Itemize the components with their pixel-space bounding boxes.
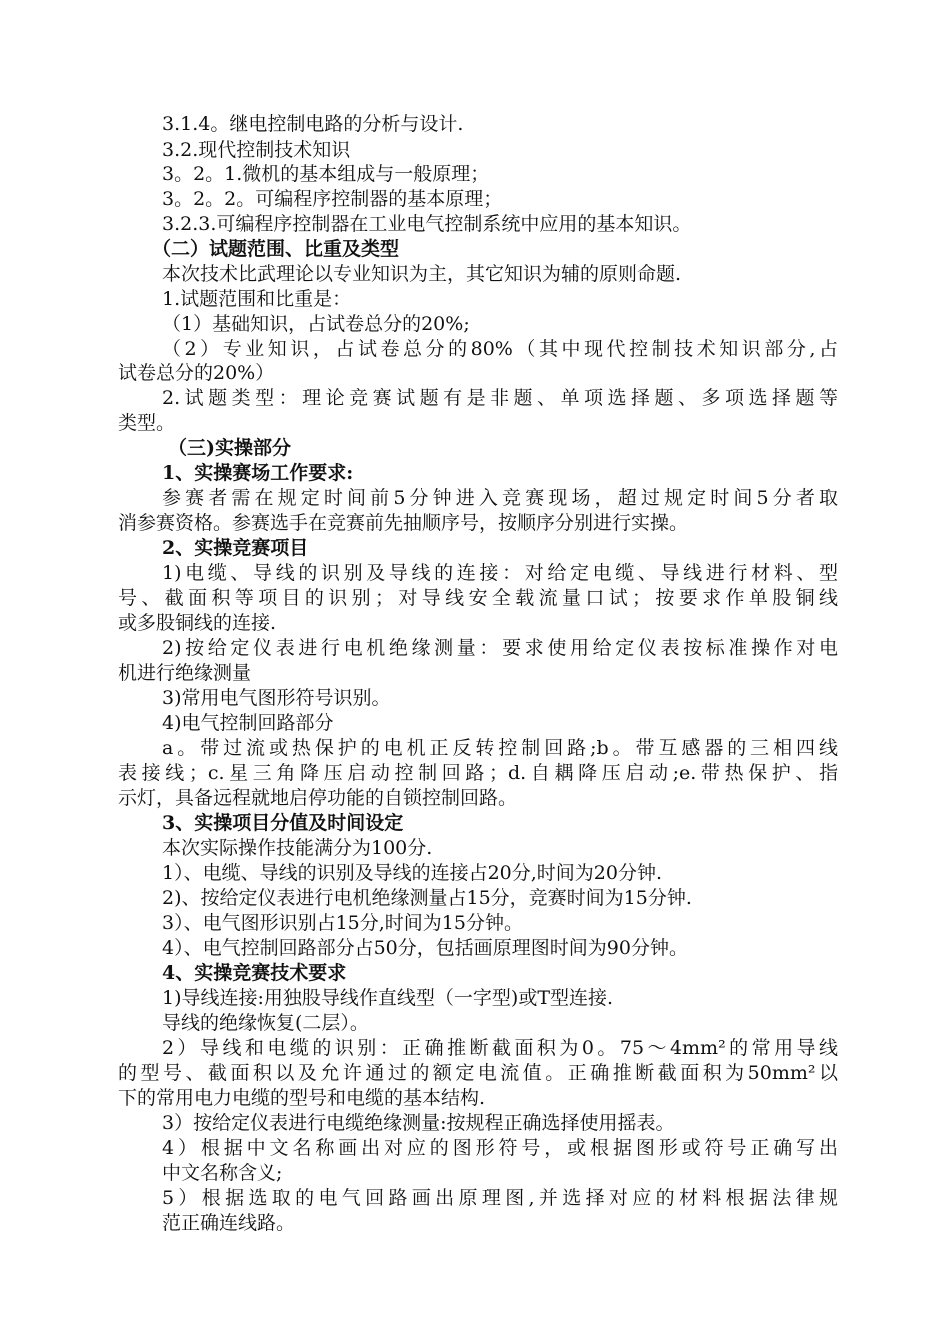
text-line: 下的常用电力电缆的型号和电缆的基本结构.	[118, 1087, 486, 1109]
section-heading: （三)实操部分	[168, 437, 291, 459]
text-line: 1）、电缆、导线的识别及导线的连接占20分,时间为20分钟.	[162, 862, 663, 884]
text-line: 3.1.4。继电控制电路的分析与设计.	[162, 113, 464, 135]
text-line: 4）根据中文名称画出对应的图形符号，或根据图形或符号正确写出	[162, 1137, 838, 1159]
text-line: 消参赛资格。参赛选手在竞赛前先抽顺序号，按顺序分别进行实操。	[118, 512, 689, 534]
text-line: 2)、按给定仪表进行电机绝缘测量占15分，竞赛时间为15分钟.	[162, 887, 692, 909]
text-line: 本次技术比武理论以专业知识为主，其它知识为辅的原则命题.	[162, 263, 682, 285]
text-line: 1.试题范围和比重是：	[162, 288, 352, 310]
text-line: 1)导线连接:用独股导线作直线型（一字型)或T型连接.	[162, 987, 614, 1009]
text-line: 4)电气控制回路部分	[162, 712, 334, 734]
text-line: 或多股铜线的连接.	[118, 612, 277, 634]
text-line: 3.2.现代控制技术知识	[162, 139, 351, 161]
text-line: （1）基础知识，占试卷总分的20%;	[162, 313, 470, 335]
text-line: 范正确连线路。	[162, 1212, 296, 1234]
text-line: 3。2。1.微机的基本组成与一般原理；	[162, 163, 490, 185]
text-line: 示灯，具备远程就地启停功能的自锁控制回路。	[118, 787, 518, 809]
text-line: 3.2.3.可编程序控制器在工业电气控制系统中应用的基本知识。	[162, 213, 692, 235]
text-line: 试卷总分的20%）	[118, 362, 275, 384]
text-line: 4）、电气控制回路部分占50分，包括画原理图时间为90分钟。	[162, 937, 688, 959]
text-line: 的型号、截面积以及允许通过的额定电流值。正确推断截面积为50mm²以	[118, 1062, 838, 1084]
text-line: 3）按给定仪表进行电缆绝缘测量:按规程正确选择使用摇表。	[162, 1112, 675, 1134]
text-line: （2）专业知识，占试卷总分的80%（其中现代控制技术知识部分,占	[162, 338, 838, 360]
text-line: 类型。	[118, 412, 176, 434]
text-line: 机进行绝缘测量	[118, 662, 252, 684]
text-line: 导线的绝缘恢复(二层）。	[162, 1012, 369, 1034]
text-line: 参赛者需在规定时间前5分钟进入竞赛现场，超过规定时间5分者取	[162, 487, 838, 509]
text-line: 1)电缆、导线的识别及导线的连接：对给定电缆、导线进行材料、型	[162, 562, 838, 584]
text-line: 号、截面积等项目的识别；对导线安全载流量口试；按要求作单股铜线	[118, 587, 838, 609]
text-line: 3）、电气图形识别占15分,时间为15分钟。	[162, 912, 523, 934]
subsection-heading: 1、实操赛场工作要求:	[162, 462, 354, 484]
text-line: a。带过流或热保护的电机正反转控制回路;b。带互感器的三相四线	[162, 737, 838, 759]
text-line: 3)常用电气图形符号识别。	[162, 687, 391, 709]
text-line: 本次实际操作技能满分为100分.	[162, 837, 433, 859]
text-line: 中文名称含义;	[162, 1162, 283, 1184]
subsection-heading: 4、实操竞赛技术要求	[162, 962, 347, 984]
section-heading: （二）试题范围、比重及类型	[152, 238, 400, 260]
text-line: 2)按给定仪表进行电机绝缘测量：要求使用给定仪表按标准操作对电	[162, 637, 838, 659]
subsection-heading: 2、实操竞赛项目	[162, 537, 309, 559]
text-line: 2）导线和电缆的识别：正确推断截面积为0。75～4mm²的常用导线	[162, 1037, 838, 1059]
text-line: 2.试题类型：理论竞赛试题有是非题、单项选择题、多项选择题等	[162, 387, 838, 409]
text-line: 5）根据选取的电气回路画出原理图,并选择对应的材料根据法律规	[162, 1187, 838, 1209]
subsection-heading: 3、实操项目分值及时间设定	[162, 812, 404, 834]
text-line: 3。2。2。可编程序控制器的基本原理；	[162, 188, 503, 210]
text-line: 表接线；c.星三角降压启动控制回路；d.自耦降压启动;e.带热保护、指	[118, 762, 838, 784]
